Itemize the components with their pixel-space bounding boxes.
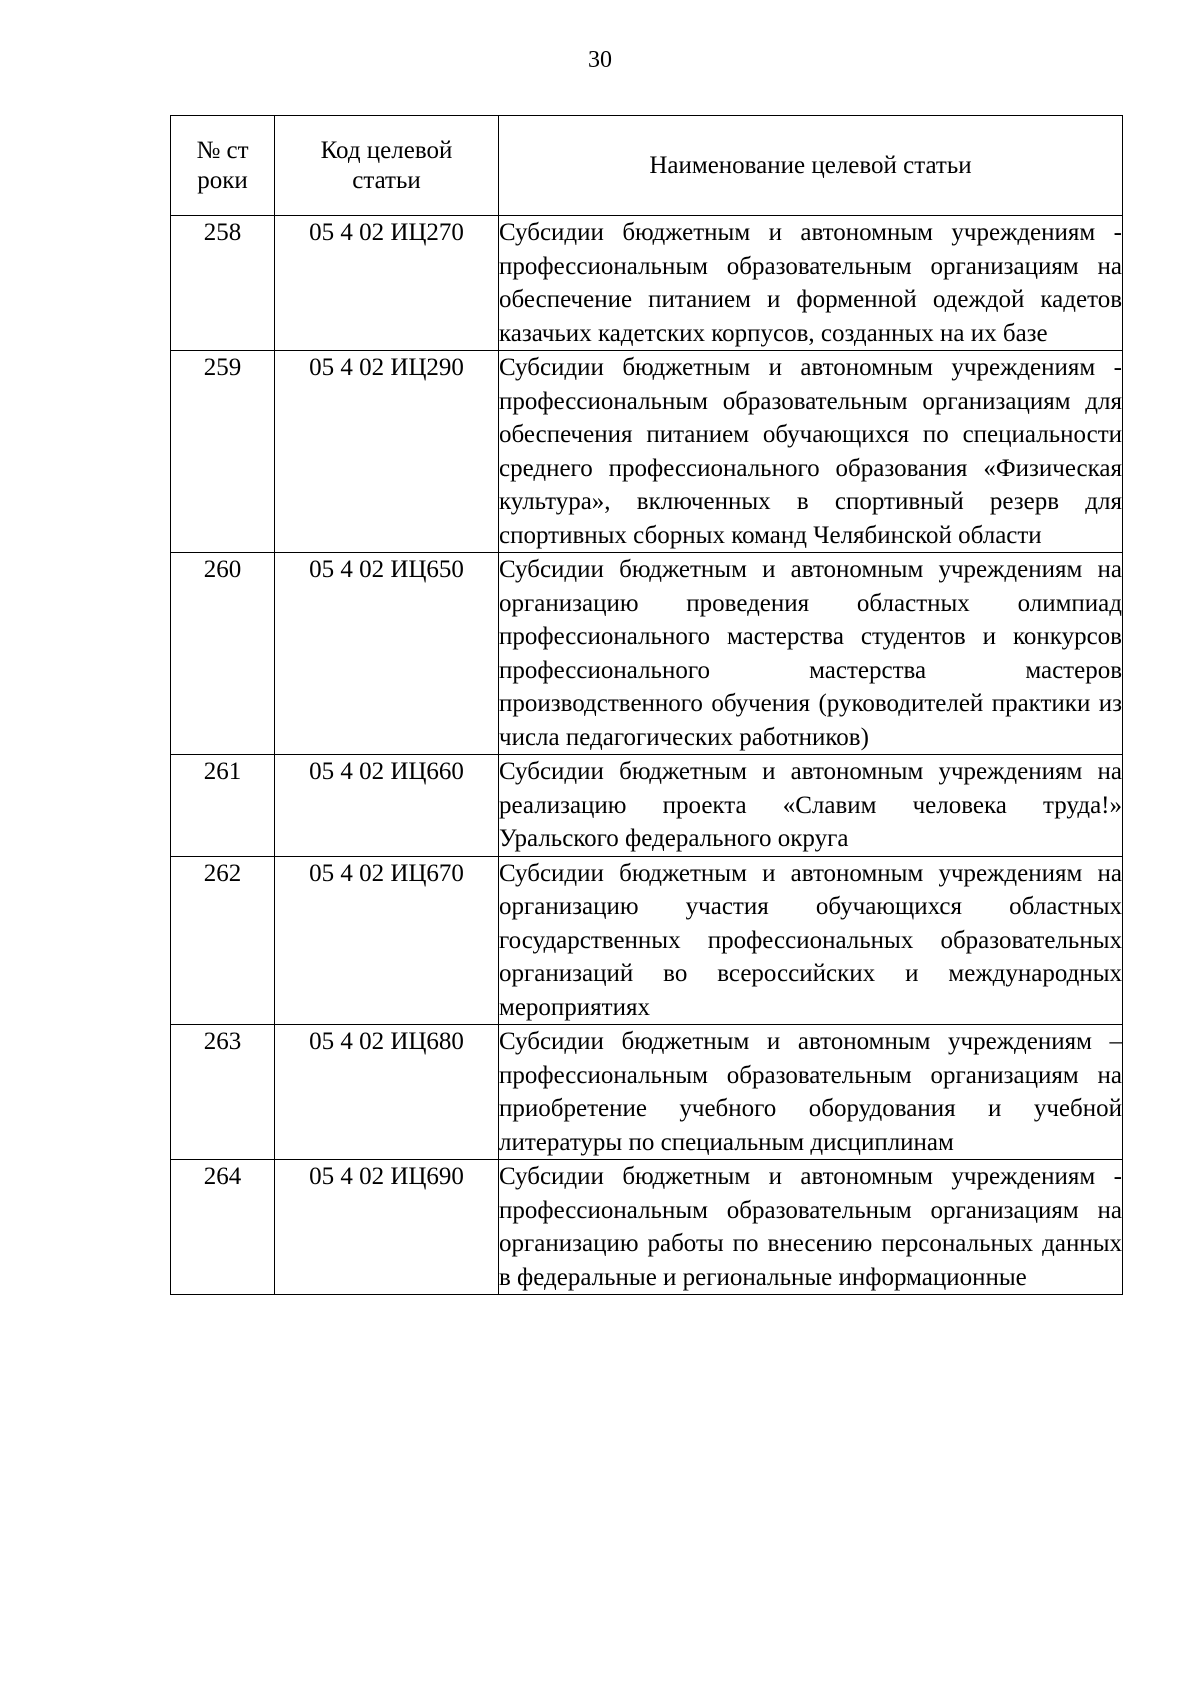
target-articles-table — [170, 115, 1123, 1295]
table-row — [171, 856, 1123, 1025]
article-code: 05 4 02 ИЦ650 — [275, 553, 499, 755]
header-article-name: Наименование целевой статьи — [499, 116, 1123, 216]
row-number: 260 — [171, 553, 275, 755]
article-name: Субсидии бюджетным и автономным учреждениям на организацию участия обучающихся областных государственных профессиональных образовательных организаций во всероссийских и международных мероприятиях — [499, 856, 1123, 1025]
article-name: Субсидии бюджетным и автономным учреждениям - профессиональным образовательным организациям на обеспечение питанием и форменной одеждой кадетов казачьих кадетских корпусов, созданных на их базе — [499, 216, 1123, 351]
header-article-code: Код целевой статьи — [275, 116, 499, 216]
article-name: Субсидии бюджетным и автономным учреждениям - профессиональным образовательным организациям на организацию работы по внесению персональных данных в федеральные и региональные информационные — [499, 1160, 1123, 1295]
table-row — [171, 1160, 1123, 1295]
table-row — [171, 351, 1123, 553]
row-number: 263 — [171, 1025, 275, 1160]
article-code: 05 4 02 ИЦ690 — [275, 1160, 499, 1295]
table-row — [171, 1025, 1123, 1160]
row-number: 258 — [171, 216, 275, 351]
table-body — [171, 216, 1123, 1295]
table-row — [171, 755, 1123, 857]
article-name: Субсидии бюджетным и автономным учреждениям - профессиональным образовательным организациям для обеспечения питанием обучающихся по специальности среднего профессионального образования «Физическая культура», включенных в спортивный резерв для спортивных сборных команд Челябинской области — [499, 351, 1123, 553]
row-number: 262 — [171, 856, 275, 1025]
article-code: 05 4 02 ИЦ270 — [275, 216, 499, 351]
header-row — [171, 116, 1123, 216]
article-name: Субсидии бюджетным и автономным учреждениям на реализацию проекта «Славим человека труда!» Уральского федерального округа — [499, 755, 1123, 857]
table-row — [171, 216, 1123, 351]
row-number: 259 — [171, 351, 275, 553]
article-code: 05 4 02 ИЦ680 — [275, 1025, 499, 1160]
article-name: Субсидии бюджетным и автономным учреждениям на организацию проведения областных олимпиад профессионального мастерства студентов и конкурсов профессионального мастерства мастеров производственного обучения (руководителей практики из числа педагогических работников) — [499, 553, 1123, 755]
page-number: 30 — [588, 47, 612, 73]
article-code: 05 4 02 ИЦ670 — [275, 856, 499, 1025]
row-number: 264 — [171, 1160, 275, 1295]
table-header — [171, 116, 1123, 216]
table-row — [171, 553, 1123, 755]
article-code: 05 4 02 ИЦ660 — [275, 755, 499, 857]
row-number: 261 — [171, 755, 275, 857]
article-code: 05 4 02 ИЦ290 — [275, 351, 499, 553]
header-row-number: № строки — [171, 116, 275, 216]
article-name: Субсидии бюджетным и автономным учреждениям – профессиональным образовательным организациям на приобретение учебного оборудования и учебной литературы по специальным дисциплинам — [499, 1025, 1123, 1160]
